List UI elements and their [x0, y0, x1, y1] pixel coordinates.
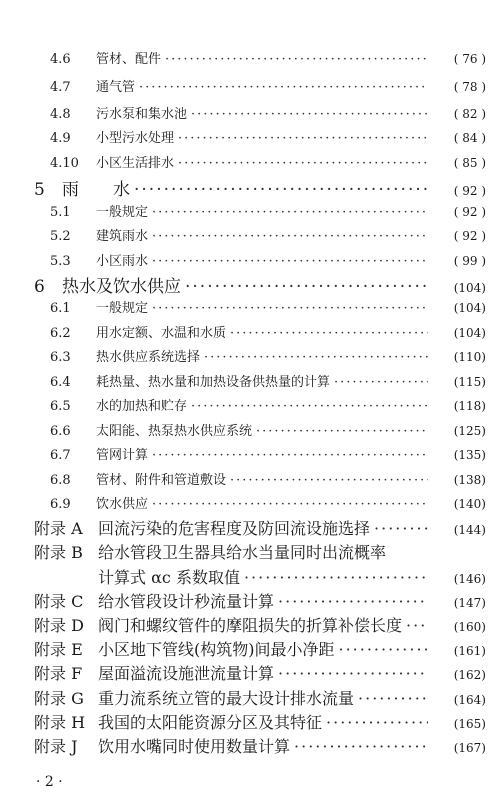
section-number: 6.5: [50, 399, 71, 414]
dot-leader: [191, 107, 428, 122]
section-title: 热水供应系统选择: [96, 350, 201, 365]
appendix-title: 回流污染的危害程度及防回流设施选择: [98, 519, 371, 538]
dot-leader: [358, 689, 428, 708]
chapter-title: 雨 水: [62, 180, 130, 200]
toc-appendix-j: [0, 734, 500, 757]
appendix-title: 饮用水嘴同时使用数量计算: [98, 737, 291, 756]
toc-appendix-f: [0, 661, 500, 684]
section-title: 管网计算: [96, 448, 149, 463]
dot-leader: [230, 473, 428, 488]
toc-appendix-a: [0, 516, 500, 539]
toc-entry-6-6: [0, 420, 500, 439]
toc-entry-4-10: [0, 152, 500, 171]
chapter-title: 热水及饮水供应: [62, 277, 181, 297]
page-number: ( 92 ): [453, 184, 486, 198]
appendix-title: 给水管段卫生器具给水当量同时出流概率: [98, 543, 387, 562]
page-number: (125): [453, 424, 486, 438]
dot-leader: [139, 80, 428, 95]
section-title: 耗热量、热水量和加热设备供热量的计算: [96, 375, 331, 390]
page-number: ( 99 ): [453, 254, 486, 268]
chapter-number: 5: [34, 180, 45, 200]
dot-leader: [165, 52, 428, 67]
toc-chapter-6: [0, 272, 500, 297]
section-title: 通气管: [96, 80, 136, 95]
section-title: 一般规定: [96, 205, 149, 220]
toc-entry-6-1: [0, 297, 500, 316]
page-number: (160): [453, 620, 486, 634]
section-title: 饮水供应: [96, 497, 149, 512]
page-number: (140): [453, 497, 486, 511]
appendix-label: 附录 A: [34, 519, 83, 538]
dot-leader: [185, 277, 428, 297]
appendix-label: 附录 J: [34, 737, 78, 756]
section-title: 管材、附件和管道敷设: [96, 473, 227, 488]
page-number: ( 92 ): [453, 205, 486, 219]
appendix-title: 阀门和螺纹管件的摩阻损失的折算补偿长度: [98, 616, 403, 635]
page-number: ( 92 ): [453, 229, 486, 243]
dot-leader: [339, 640, 429, 659]
toc-appendix-e: [0, 637, 500, 660]
toc-appendix-b-continuation: [0, 565, 500, 588]
toc-entry-6-3: [0, 346, 500, 365]
section-number: 6.4: [50, 375, 71, 390]
section-number: 4.7: [50, 80, 71, 95]
dot-leader: [334, 375, 428, 390]
section-number: 4.10: [50, 156, 79, 171]
section-number: 5.3: [50, 254, 71, 269]
section-title: 小型污水处理: [96, 131, 175, 146]
appendix-label: 附录 C: [34, 592, 84, 611]
page-number: ( 84 ): [453, 131, 486, 145]
dot-leader: [294, 737, 428, 756]
toc-appendix-g: [0, 686, 500, 709]
dot-leader: [152, 205, 428, 220]
toc-entry-4-9: [0, 127, 500, 146]
appendix-label: 附录 H: [34, 713, 86, 732]
section-number: 6.1: [50, 301, 71, 316]
dot-leader: [134, 180, 428, 200]
dot-leader: [191, 399, 428, 414]
appendix-title: 计算式 αc 系数取值: [98, 568, 240, 587]
section-number: 6.6: [50, 424, 71, 439]
section-title: 小区雨水: [96, 254, 149, 269]
section-title: 用水定额、水温和水质: [96, 326, 227, 341]
dot-leader: [278, 664, 428, 683]
section-number: 5.1: [50, 205, 71, 220]
section-title: 水的加热和贮存: [96, 399, 188, 414]
section-number: 6.3: [50, 350, 71, 365]
dot-leader: [152, 229, 428, 244]
toc-entry-4-8: [0, 103, 500, 122]
dot-leader: [204, 350, 428, 365]
page-number: (110): [453, 350, 486, 364]
appendix-title: 屋面溢流设施泄流量计算: [98, 664, 275, 683]
section-title: 一般规定: [96, 301, 149, 316]
section-number: 6.8: [50, 473, 71, 488]
page-number: (146): [453, 572, 486, 586]
toc-entry-5-3: [0, 250, 500, 269]
appendix-title: 给水管段设计秒流量计算: [98, 592, 275, 611]
appendix-label: 附录 F: [34, 664, 83, 683]
dot-leader: [230, 326, 428, 341]
toc-entry-5-1: [0, 201, 500, 220]
section-number: 4.9: [50, 131, 71, 146]
dot-leader: [178, 131, 428, 146]
toc-appendix-c: [0, 589, 500, 612]
appendix-title: 小区地下管线(构筑物)间最小净距: [98, 640, 335, 659]
appendix-label: 附录 E: [34, 640, 83, 659]
page-number: (104): [453, 326, 486, 340]
page-number: (104): [453, 281, 486, 295]
dot-leader: [406, 616, 428, 635]
toc-entry-4-7: [0, 76, 500, 95]
page-number: (115): [453, 375, 486, 389]
page-number: (118): [453, 399, 486, 413]
toc-entry-6-8: [0, 469, 500, 488]
toc-appendix-d: [0, 613, 500, 636]
dot-leader: [152, 497, 428, 512]
page-number: ( 76 ): [453, 52, 486, 66]
dot-leader: [374, 519, 428, 538]
appendix-label: 附录 B: [34, 543, 83, 562]
page-number: (161): [453, 644, 486, 658]
section-title: 太阳能、热泵热水供应系统: [96, 424, 253, 439]
toc-appendix-h: [0, 710, 500, 733]
appendix-label: 附录 G: [34, 689, 84, 708]
toc-appendix-b: [0, 540, 500, 563]
toc-entry-6-7: [0, 444, 500, 463]
section-number: 6.2: [50, 326, 71, 341]
dot-leader: [178, 156, 428, 171]
toc-chapter-5: [0, 175, 500, 200]
toc-entry-5-2: [0, 225, 500, 244]
dot-leader: [152, 448, 428, 463]
appendix-label: 附录 D: [34, 616, 84, 635]
section-number: 6.7: [50, 448, 71, 463]
section-number: 4.6: [50, 52, 71, 67]
section-title: 小区生活排水: [96, 156, 175, 171]
page-footer-number: · 2 ·: [36, 774, 63, 790]
page-number: ( 85 ): [453, 156, 486, 170]
page-number: (104): [453, 301, 486, 315]
toc-entry-6-5: [0, 395, 500, 414]
dot-leader: [244, 568, 428, 587]
toc-entry-6-9: [0, 493, 500, 512]
page-number: (138): [453, 473, 486, 487]
page-number: (164): [453, 693, 486, 707]
page-number: ( 82 ): [453, 107, 486, 121]
dot-leader: [326, 713, 428, 732]
toc-entry-6-4: [0, 371, 500, 390]
section-title: 管材、配件: [96, 52, 162, 67]
page-number: ( 78 ): [453, 80, 486, 94]
page-number: (165): [453, 717, 486, 731]
section-number: 6.9: [50, 497, 71, 512]
appendix-title: 我国的太阳能资源分区及其特征: [98, 713, 323, 732]
dot-leader: [256, 424, 428, 439]
page-number: (144): [453, 523, 486, 537]
toc-entry-4-6: [0, 48, 500, 67]
page-number: (147): [453, 596, 486, 610]
toc-entry-6-2: [0, 322, 500, 341]
dot-leader: [278, 592, 428, 611]
section-title: 建筑雨水: [96, 229, 149, 244]
page-number: (135): [453, 448, 486, 462]
page-number: (167): [453, 741, 486, 755]
chapter-number: 6: [34, 277, 45, 297]
page-number: (162): [453, 668, 486, 682]
appendix-title: 重力流系统立管的最大设计排水流量: [98, 689, 355, 708]
dot-leader: [152, 301, 428, 316]
section-title: 污水泵和集水池: [96, 107, 188, 122]
section-number: 4.8: [50, 107, 71, 122]
section-number: 5.2: [50, 229, 71, 244]
dot-leader: [152, 254, 428, 269]
